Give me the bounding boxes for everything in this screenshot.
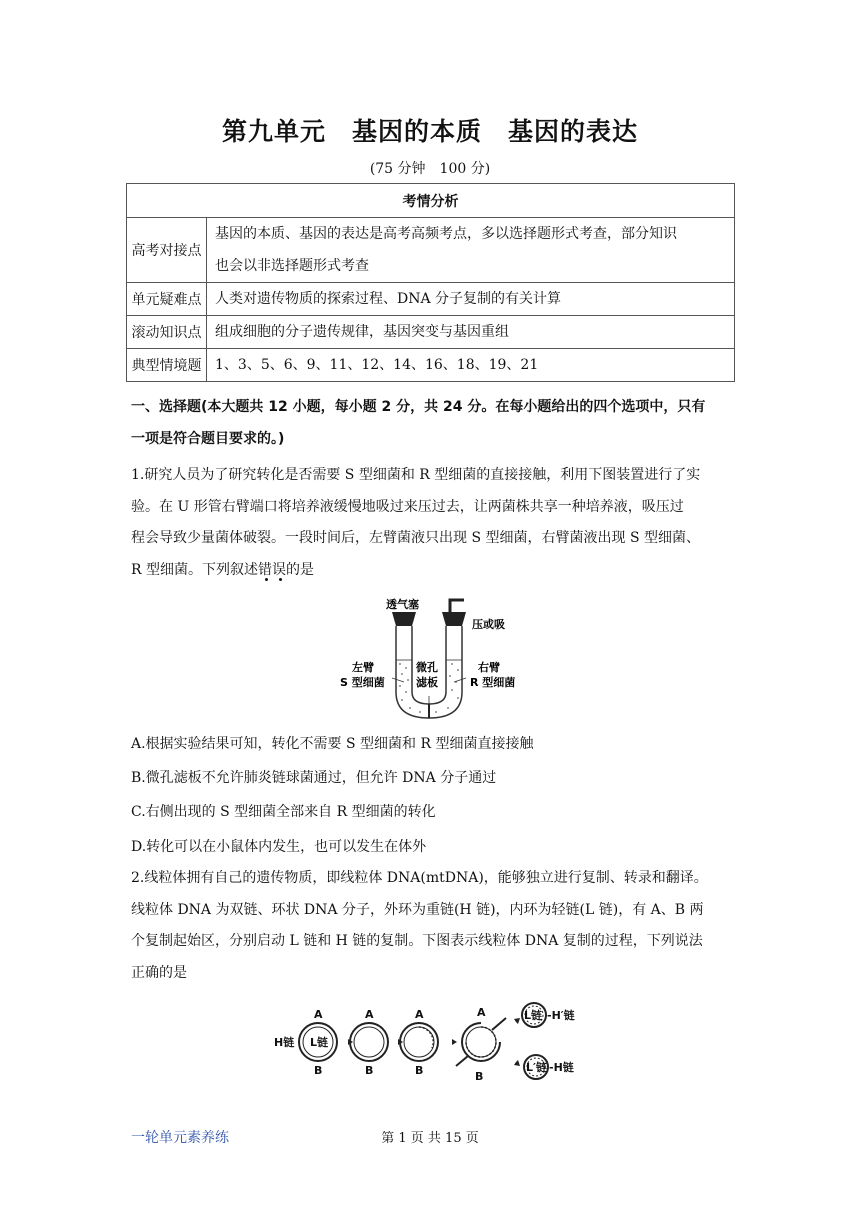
- filter-label: 滤板: [416, 676, 438, 689]
- table-header: 考情分析: [127, 184, 735, 218]
- stem-line: 正确的是: [131, 964, 187, 981]
- stem-line: [131, 555, 731, 587]
- table-row: [127, 316, 735, 349]
- analysis-table: [126, 183, 735, 382]
- row-value: 人类对遗传物质的探索过程、DNA 分子复制的有关计算: [207, 283, 735, 316]
- h-prime-chain-label: -H′链: [547, 1009, 575, 1022]
- section-heading-line: 一项是符合题目要求的。): [131, 430, 285, 447]
- table-row: [127, 349, 735, 382]
- left-arm-label: 左臂: [352, 661, 374, 674]
- origin-b-label: B: [314, 1064, 323, 1077]
- l-chain-label: L链: [310, 1036, 329, 1049]
- h-chain-label: H链: [274, 1036, 295, 1049]
- pump-label: 压或吸: [472, 618, 505, 631]
- table-row: [127, 218, 735, 283]
- page-number: 第 1 页 共 15 页: [381, 1131, 479, 1146]
- section-heading: [131, 392, 731, 455]
- emphasis-char: 错: [258, 561, 272, 578]
- footer-series-title: 一轮单元素养练: [131, 1130, 229, 1146]
- h-chain-out-label: -H链: [549, 1061, 574, 1074]
- origin-b-label: B: [365, 1064, 374, 1077]
- stem-line: 验。在 U 形管右臂端口将培养液缓慢地吸过来压过去，让两菌株共享一种培养液，吸压过: [131, 498, 684, 515]
- stem-line: 2.线粒体拥有自己的遗传物质，即线粒体 DNA(mtDNA)，能够独立进行复制、转录和翻译。: [131, 870, 708, 886]
- l-prime-chain-label: L′链: [526, 1061, 547, 1074]
- origin-a-label: A: [477, 1006, 486, 1019]
- row-label: 滚动知识点: [127, 316, 207, 349]
- row-value: 组成细胞的分子遗传规律，基因突变与基因重组: [207, 316, 735, 349]
- row-value-line: 也会以非选择题形式考查: [215, 258, 369, 274]
- origin-a-label: A: [314, 1008, 323, 1021]
- option-b: B.微孔滤板不允许肺炎链球菌通过，但允许 DNA 分子通过: [131, 770, 497, 786]
- stopper-icon: [442, 612, 466, 626]
- stem-line: 1.研究人员为了研究转化是否需要 S 型细菌和 R 型细菌的直接接触，利用下图装置进行了实: [131, 467, 701, 483]
- row-label: 典型情境题: [127, 349, 207, 382]
- stopper-icon: [392, 612, 416, 626]
- stopper-label: 透气塞: [386, 598, 419, 611]
- row-label: 单元疑难点: [127, 283, 207, 316]
- right-arm-label: 右臂: [478, 661, 500, 674]
- option-d: D.转化可以在小鼠体内发生，也可以发生在体外: [131, 839, 427, 855]
- option-a: A.根据实验结果可知，转化不需要 S 型细菌和 R 型细菌直接接触: [131, 736, 534, 752]
- stem-line: 个复制起始区，分别启动 L 链和 H 链的复制。下图表示线粒体 DNA 复制的过程，下列说法: [131, 933, 703, 949]
- table-row: [127, 283, 735, 316]
- pump-tube-icon: [450, 600, 464, 612]
- page-title: 第九单元 基因的本质 基因的表达: [221, 117, 638, 146]
- origin-b-label: B: [475, 1070, 484, 1083]
- l-chain-out-label: L链: [524, 1009, 543, 1022]
- question-1-stem: [131, 460, 731, 586]
- option-c: C.右侧出现的 S 型细菌全部来自 R 型细菌的转化: [131, 804, 436, 820]
- emphasis-char: 误: [272, 561, 286, 578]
- origin-a-label: A: [415, 1008, 424, 1021]
- stem-text: R 型细菌。下列叙述: [131, 561, 258, 578]
- section-heading-line: 一、选择题(本大题共 12 小题，每小题 2 分，共 24 分。在每小题给出的四个选项中，只有: [131, 399, 706, 415]
- filter-label: 微孔: [416, 661, 438, 674]
- stem-text: 的是: [286, 561, 314, 578]
- u-tube-figure: [330, 592, 530, 727]
- stem-line: 线粒体 DNA 为双链、环状 DNA 分子，外环为重链(H 链)，内环为轻链(L 链)，有 A、B 两: [131, 901, 704, 918]
- row-label: 高考对接点: [127, 218, 207, 283]
- mtdna-replication-figure: [268, 1000, 598, 1090]
- origin-a-label: A: [365, 1008, 374, 1021]
- row-value: 1、3、5、6、9、11、12、14、16、18、19、21: [207, 349, 735, 382]
- left-arm-bacteria-label: S 型细菌: [340, 676, 385, 689]
- exam-duration-score: (75 分钟 100 分): [369, 161, 491, 177]
- row-value: [207, 218, 735, 283]
- question-2-stem: [131, 863, 731, 989]
- stem-line: 程会导致少量菌体破裂。一段时间后，左臂菌液只出现 S 型细菌，右臂菌液出现 S 型细菌、: [131, 530, 700, 546]
- origin-b-label: B: [415, 1064, 424, 1077]
- right-arm-bacteria-label: R 型细菌: [470, 676, 516, 689]
- row-value-line: 基因的本质、基因的表达是高考高频考点，多以选择题形式考查，部分知识: [215, 226, 677, 242]
